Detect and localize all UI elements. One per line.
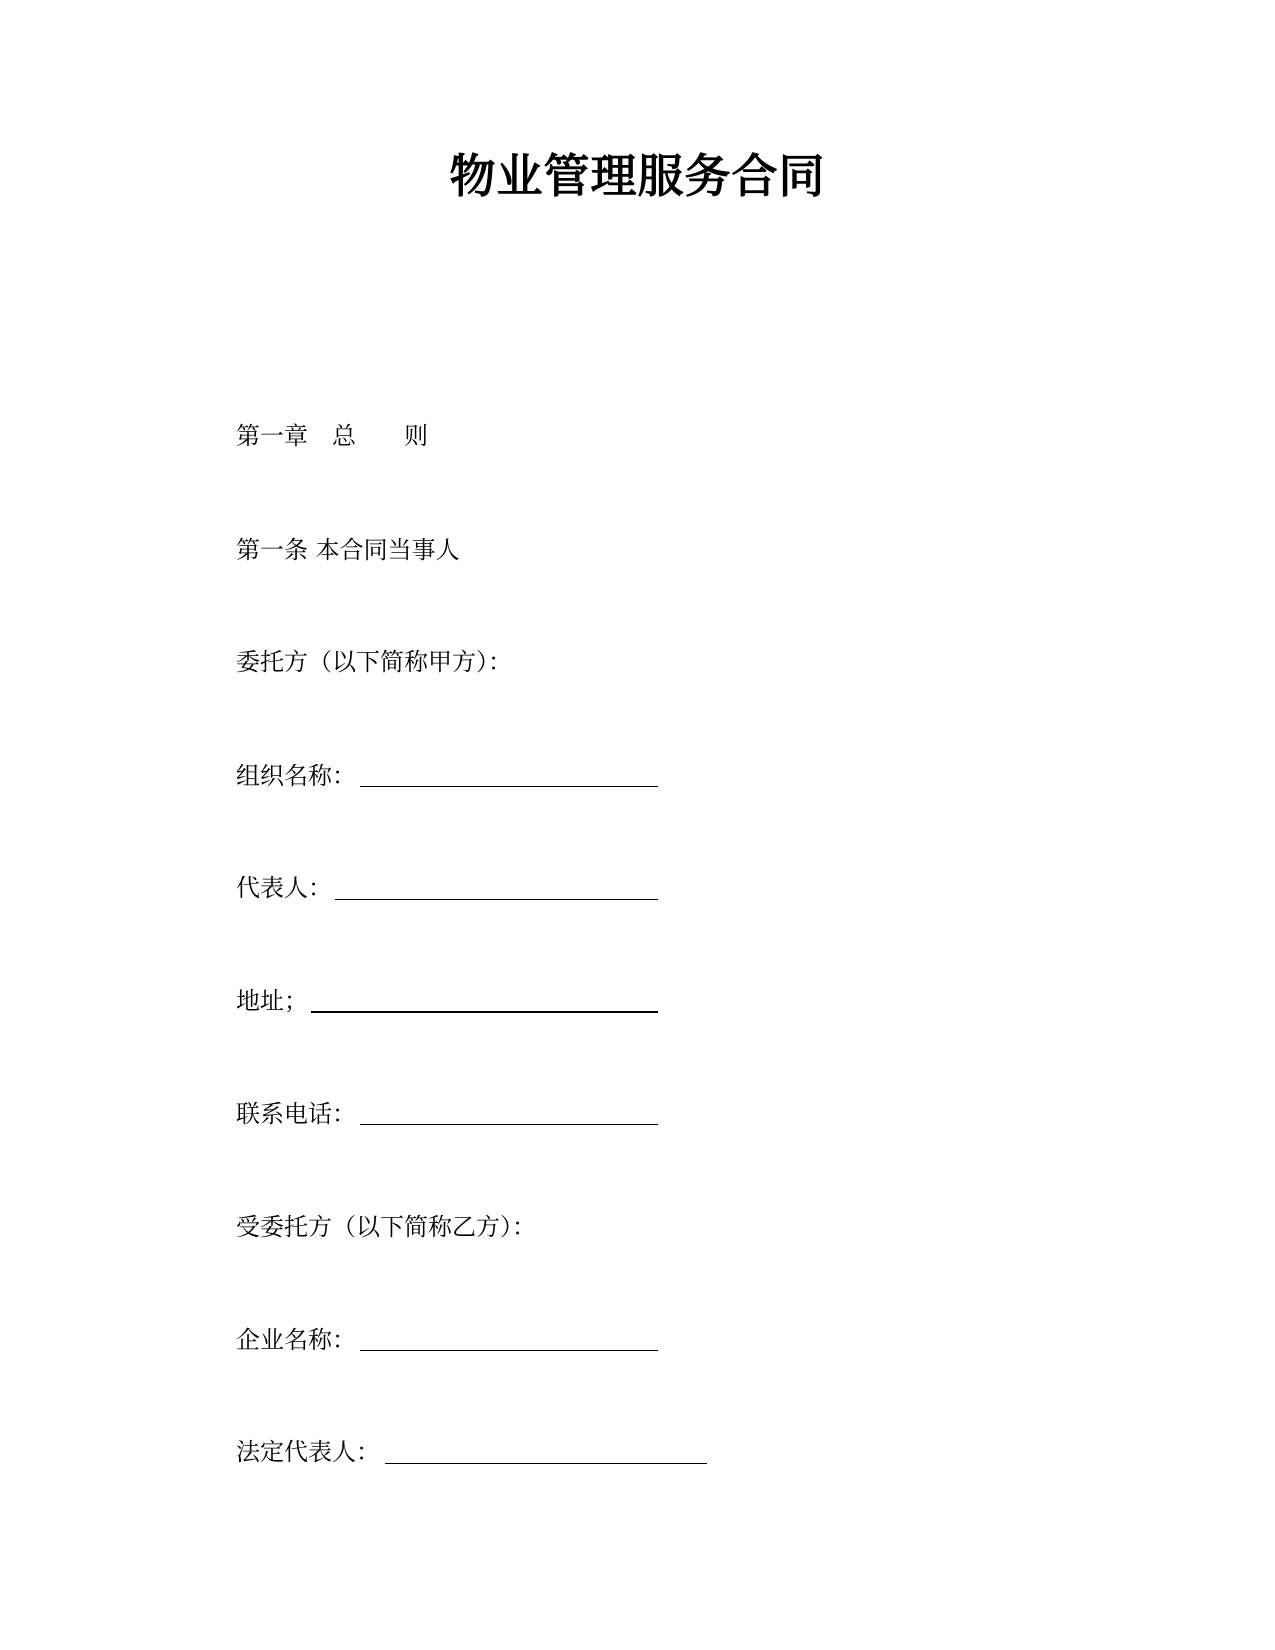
party-a-rep-label: 代表人： <box>236 874 332 902</box>
party-a-rep-blank[interactable] <box>335 899 658 900</box>
party-b-heading: 受委托方（以下简称乙方）： <box>236 1213 536 1241</box>
document-title: 物业管理服务合同 <box>449 149 826 203</box>
party-b-legal-rep-label: 法定代表人： <box>236 1438 380 1466</box>
party-b-company-blank[interactable] <box>360 1350 658 1351</box>
party-a-address-blank[interactable] <box>311 1011 658 1013</box>
party-a-phone-blank[interactable] <box>360 1124 658 1125</box>
party-a-address-label: 地址； <box>236 987 308 1015</box>
party-a-org-blank[interactable] <box>360 786 658 787</box>
party-a-org-label: 组织名称： <box>236 762 356 790</box>
article-heading: 第一条 本合同当事人 <box>236 536 460 564</box>
chapter-heading: 第一章 总 则 <box>236 422 428 450</box>
party-a-heading: 委托方（以下简称甲方）： <box>236 648 512 676</box>
party-b-legal-rep-blank[interactable] <box>385 1463 707 1464</box>
party-b-company-label: 企业名称： <box>236 1326 356 1354</box>
party-a-phone-label: 联系电话： <box>236 1100 356 1128</box>
